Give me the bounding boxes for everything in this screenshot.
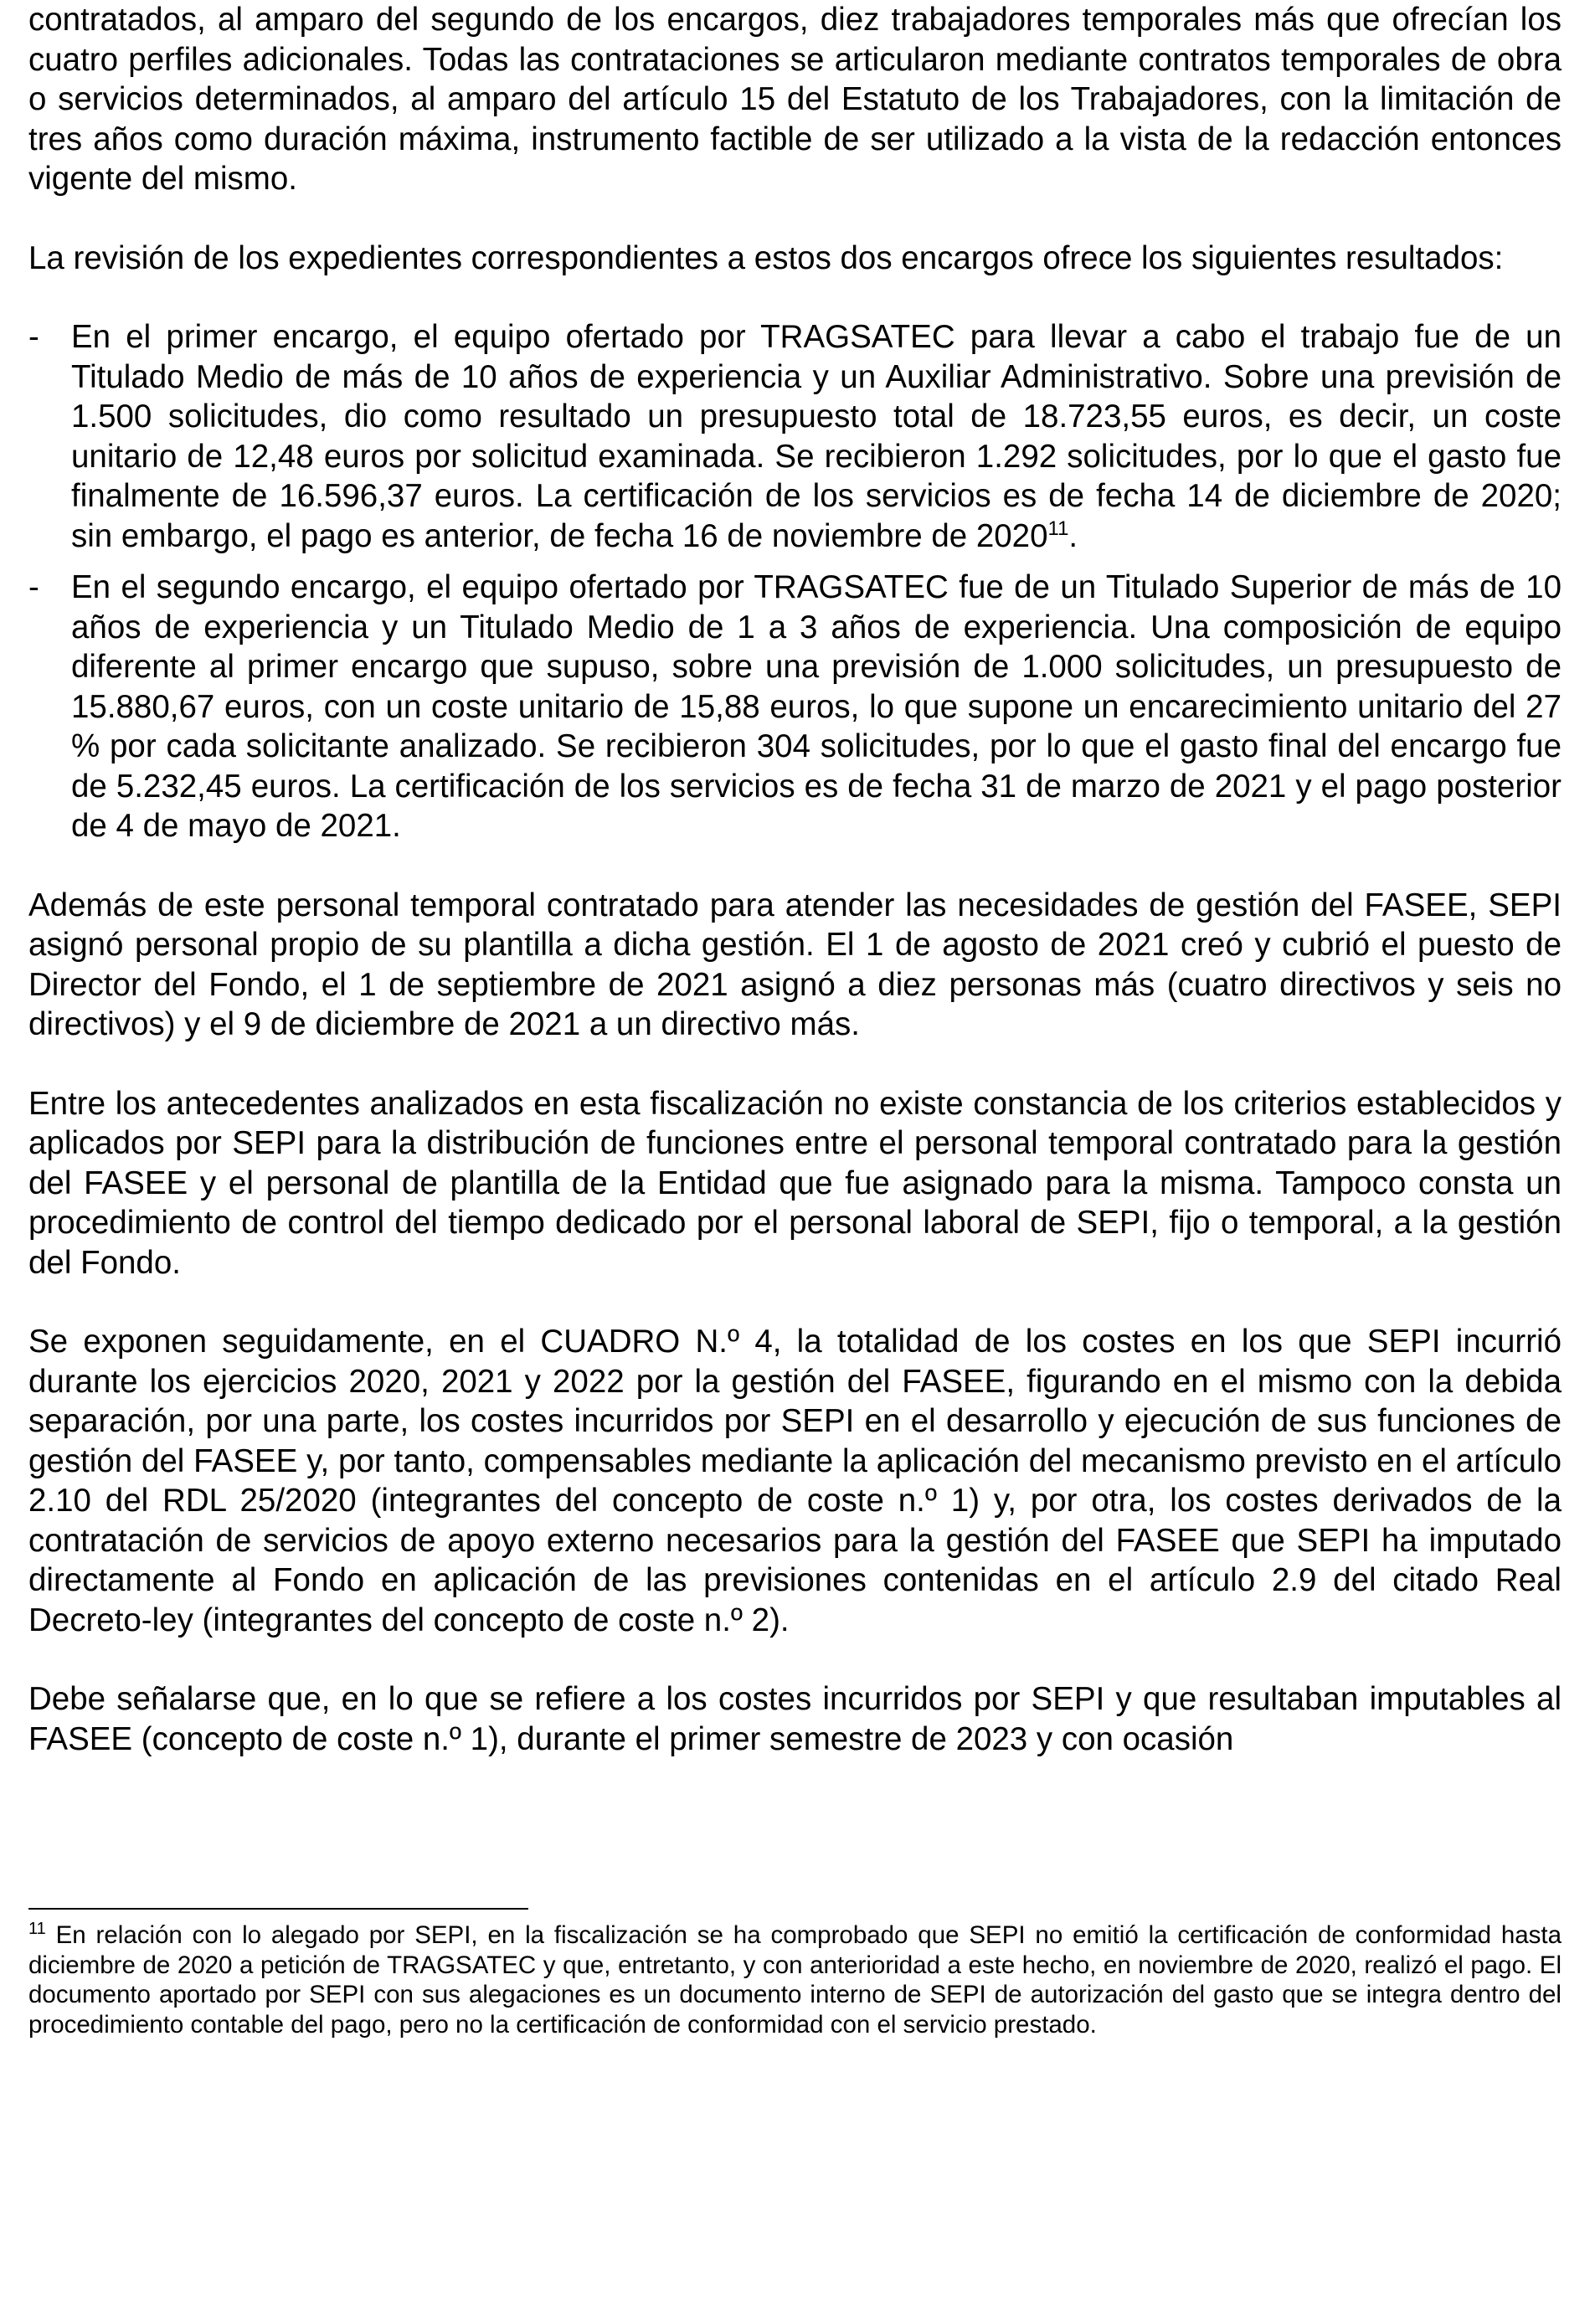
bullet-text-primer-encargo bbox=[71, 317, 1562, 556]
list-item-segundo-encargo bbox=[28, 568, 1562, 846]
list-dash: - bbox=[28, 569, 39, 605]
bullet-text-segundo-encargo: En el segundo encargo, el equipo ofertado por TRAGSATEC fue de un Titulado Superior de más de 10 años de experiencia y un Titulado Medio de 1 a 3 años de experiencia. Una composición de equipo diferente al primer encargo que supuso, sobre una previsión de 1.000 solicitudes, un presupuesto de 15.880,67 euros, con un coste unitario de 15,88 euros, lo que supone un encarecimiento unitario del 27 % por cada solicitante analizado. Se recibieron 304 solicitudes, por lo que el gasto final del encargo fue de 5.232,45 euros. La certificación de los servicios es de fecha 31 de marzo de 2021 y el pago posterior de 4 de mayo de 2021. bbox=[71, 569, 1562, 844]
paragraph-revision-expedientes: La revisión de los expedientes correspondientes a estos dos encargos ofrece los siguientes resultados: bbox=[28, 239, 1504, 276]
paragraph-personal-propio: Además de este personal temporal contratado para atender las necesidades de gestión del FASEE, SEPI asignó personal propio de su plantilla a dicha gestión. El 1 de agosto de 2021 creó y cubrió el puesto de Director del Fondo, el 1 de septiembre de 2021 asignó a diez personas más (cuatro directivos y seis no directivos) y el 9 de diciembre de 2021 a un directivo más. bbox=[28, 887, 1562, 1042]
document-page bbox=[28, 0, 1562, 1759]
paragraph-antecedentes: Entre los antecedentes analizados en esta fiscalización no existe constancia de los criterios establecidos y aplicados por SEPI para la distribución de funciones entre el personal temporal contratado para la gestión del FASEE y el personal de plantilla de la Entidad que fue asignado para la misma. Tampoco consta un procedimiento de control del tiempo dedicado por el personal laboral de SEPI, fijo o temporal, a la gestión del Fondo. bbox=[28, 1085, 1562, 1281]
bullet-text-tail: . bbox=[1068, 517, 1078, 554]
paragraph-contrataciones: contratados, al amparo del segundo de los encargos, diez trabajadores temporales más que ofrecían los cuatro perfiles adicionales. Todas las contrataciones se articularon mediante contratos temporales de obra o servicios determinados, al amparo del artículo 15 del Estatuto de los Trabajadores, con la limitación de tres años como duración máxima, instrumento factible de ser utilizado a la vista de la redacción entonces vigente del mismo. bbox=[28, 2, 1562, 197]
footnote-divider bbox=[28, 1908, 528, 1910]
footnote-reference[interactable]: 11 bbox=[1047, 517, 1069, 540]
footnote-11 bbox=[28, 1920, 1562, 2039]
paragraph-cuadro-4: Se exponen seguidamente, en el CUADRO N.º 4, la totalidad de los costes en los que SEPI incurrió durante los ejercicios 2020, 2021 y 2022 por la gestión del FASEE, figurando en el mismo con la debida separación, por una parte, los costes incurridos por SEPI en el desarrollo y ejecución de sus funciones de gestión del FASEE y, por tanto, compensables mediante la aplicación del mecanismo previsto en el artículo 2.10 del RDL 25/2020 (integrantes del concepto de coste n.º 1) y, por otra, los costes derivados de la contratación de servicios de apoyo externo necesarios para la gestión del FASEE que SEPI ha imputado directamente al Fondo en aplicación de las previsiones contenidas en el artículo 2.9 del citado Real Decreto-ley (integrantes del concepto de coste n.º 2). bbox=[28, 1324, 1562, 1638]
footnotes bbox=[28, 1920, 1562, 2039]
bullet-text: En el primer encargo, el equipo ofertado por TRAGSATEC para llevar a cabo el trabajo fue de un Titulado Medio de más de 10 años de experiencia y un Auxiliar Administrativo. Sobre una previsión de 1.500 solicitudes, dio como resultado un presupuesto total de 18.723,55 euros, es decir, un coste unitario de 12,48 euros por solicitud examinada. Se recibieron 1.292 solicitudes, por lo que el gasto fue finalmente de 16.596,37 euros. La certificación de los servicios es de fecha 14 de diciembre de 2020; sin embargo, el pago es anterior, de fecha 16 de noviembre de 2020 bbox=[71, 319, 1562, 554]
paragraph-concepto-coste: Debe señalarse que, en lo que se refiere a los costes incurridos por SEPI y que resultaban imputables al FASEE (concepto de coste n.º 1), durante el primer semestre de 2023 y con ocasión bbox=[28, 1681, 1562, 1757]
list-dash: - bbox=[28, 319, 39, 355]
list-item-primer-encargo bbox=[28, 317, 1562, 556]
footnote-text: En relación con lo alegado por SEPI, en la fiscalización se ha comprobado que SEPI no emitió la certificación de conformidad hasta diciembre de 2020 a petición de TRAGSATEC y que, entretanto, y con anterioridad a este hecho, en noviembre de 2020, realizó el pago. El documento aportado por SEPI con sus alegaciones es un documento interno de SEPI de autorización del gasto que se integra dentro del procedimiento contable del pago, pero no la certificación de conformidad con el servicio prestado. bbox=[28, 1921, 1562, 2039]
footnote-number: 11 bbox=[28, 1920, 46, 1938]
